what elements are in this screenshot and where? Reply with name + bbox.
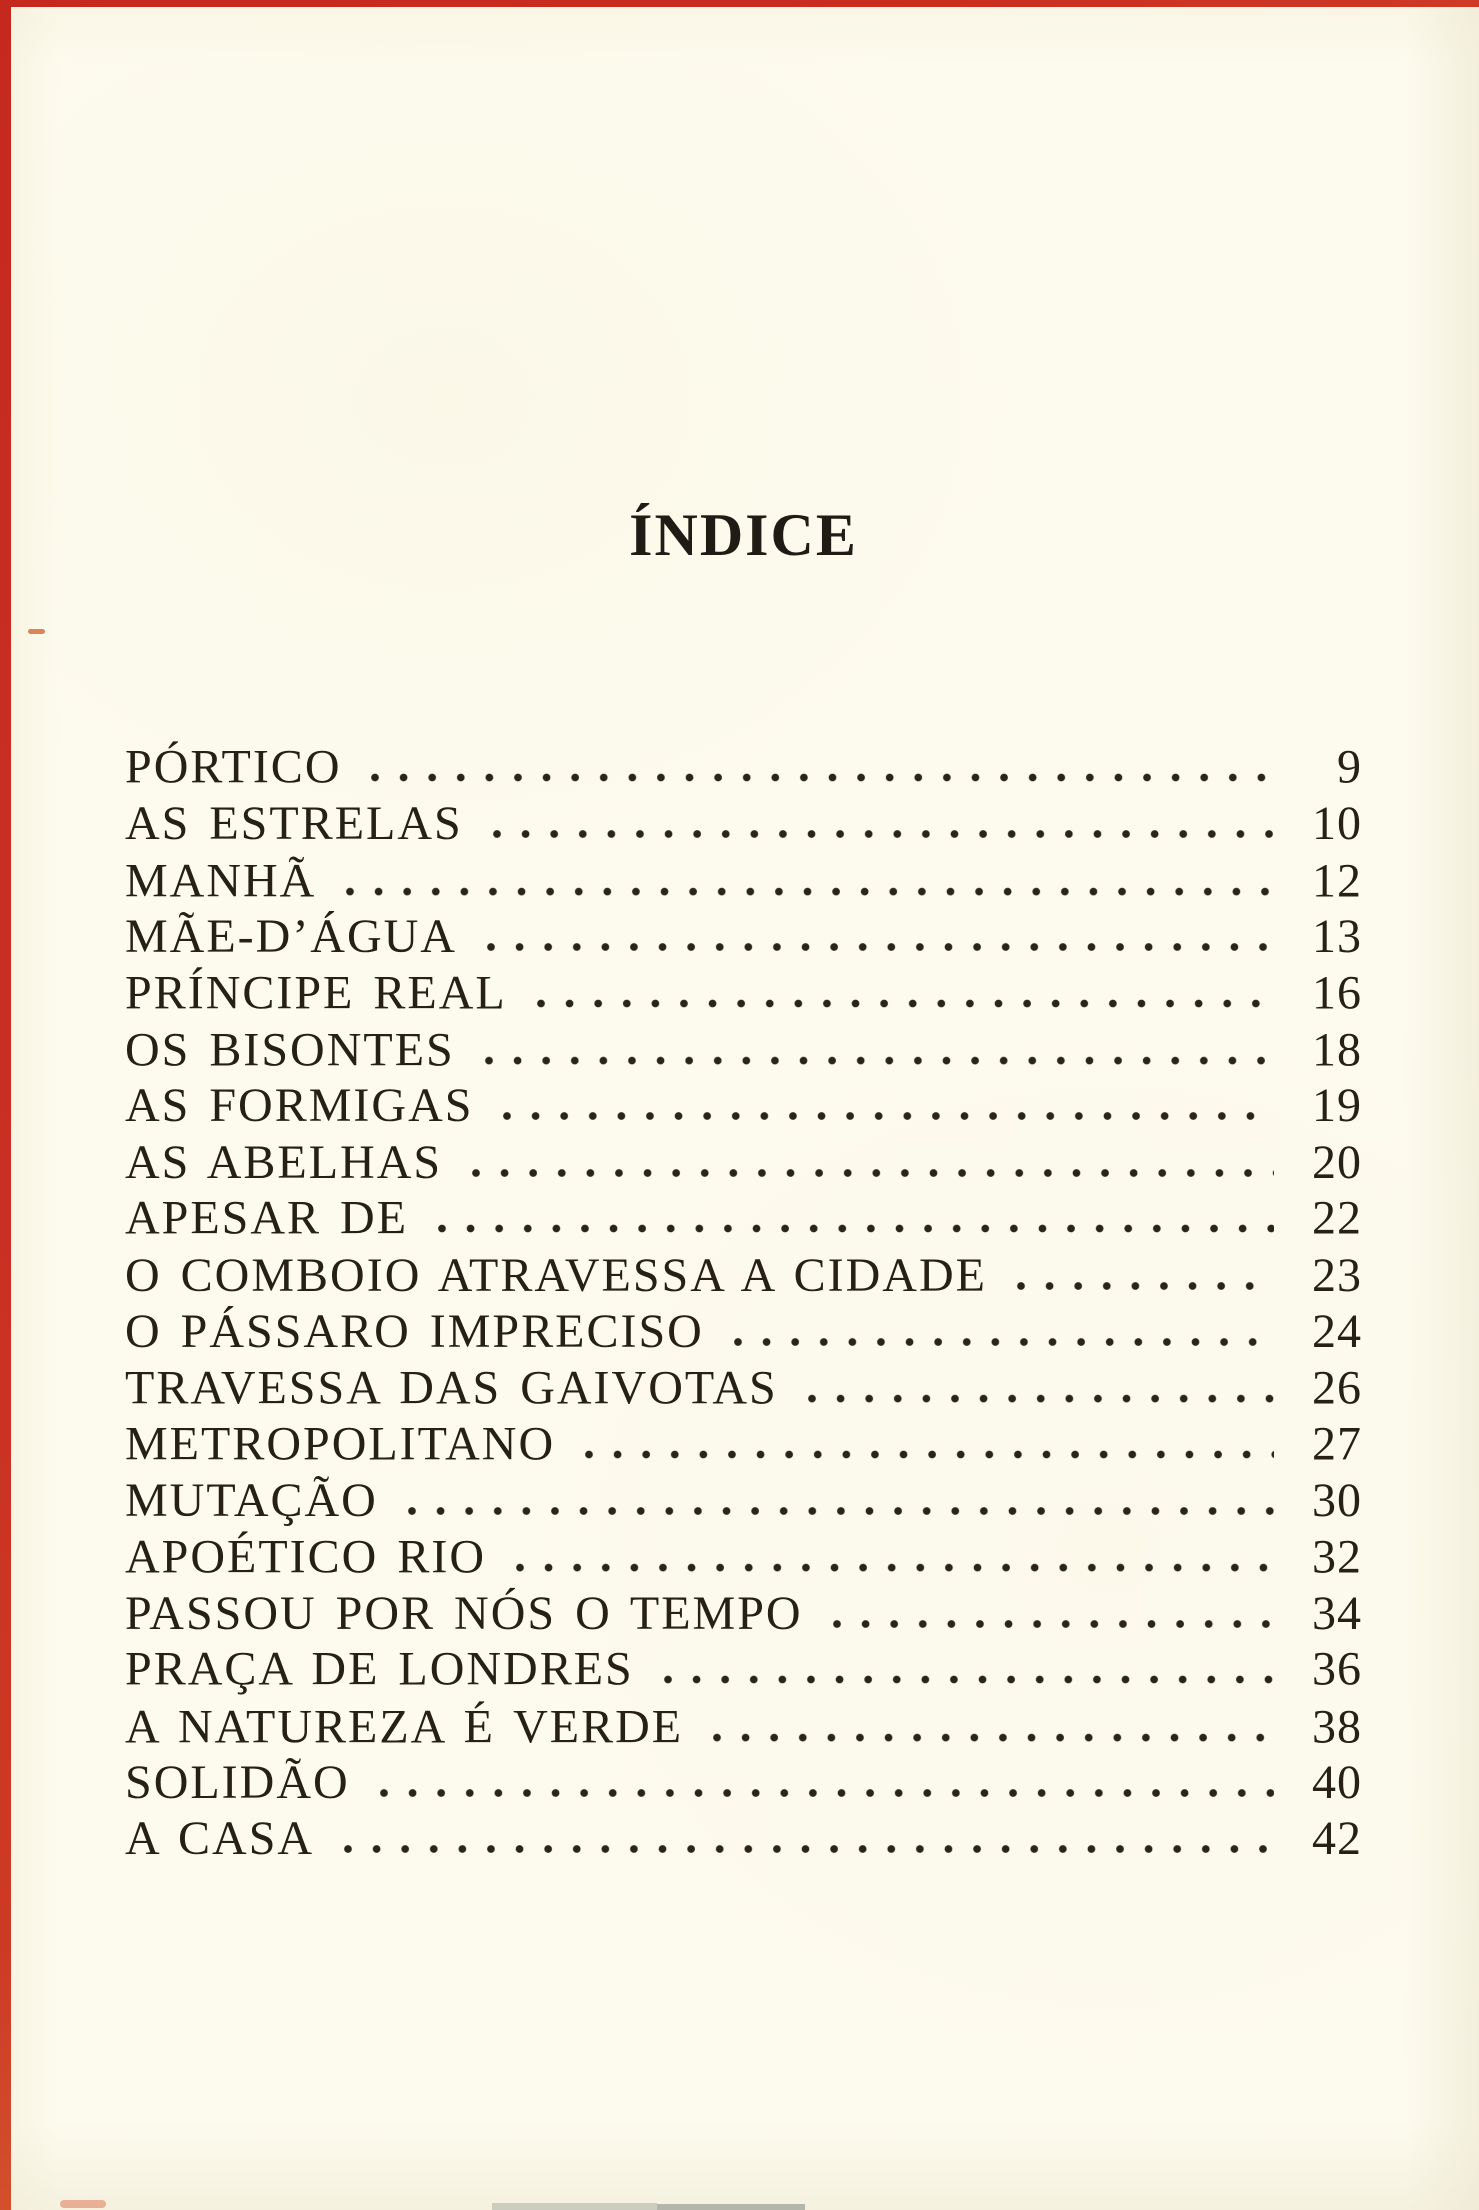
page-number: 18 <box>1312 1023 1362 1077</box>
toc-row <box>125 1135 1362 1191</box>
book-cover-edge-left <box>0 0 11 2210</box>
toc-entry-label: A CASA <box>125 1812 315 1866</box>
page-number: 13 <box>1312 910 1362 964</box>
page-number: 22 <box>1312 1191 1362 1245</box>
dot-leader <box>371 773 1274 783</box>
toc-entry-label: MUTAÇÃO <box>125 1474 378 1528</box>
dot-leader <box>346 886 1274 896</box>
dot-leader <box>438 1224 1274 1234</box>
toc-entry-label: MANHÃ <box>125 854 317 908</box>
toc-entry-label: SOLIDÃO <box>125 1756 350 1810</box>
dot-leader <box>585 1449 1274 1459</box>
dot-leader <box>664 1675 1274 1685</box>
toc-entry-label: PRÍNCIPE REAL <box>125 966 507 1020</box>
toc-row <box>125 1416 1362 1472</box>
scan-artifact-bottom-dark-mark <box>657 2204 805 2210</box>
dot-leader <box>503 1111 1274 1121</box>
toc-entry-label: PÓRTICO <box>125 740 342 794</box>
toc-entry-label: APESAR DE <box>125 1191 409 1245</box>
page-number: 32 <box>1312 1531 1362 1585</box>
toc-entry-label: A NATUREZA É VERDE <box>125 1700 684 1754</box>
toc-row <box>125 909 1362 965</box>
page-number: 36 <box>1312 1642 1362 1696</box>
toc-row <box>125 1361 1362 1417</box>
toc-entry-label: PASSOU POR NÓS O TEMPO <box>125 1586 803 1640</box>
page-number: 12 <box>1312 854 1362 908</box>
page-number: 16 <box>1312 966 1362 1020</box>
scan-artifact-bottom-gray-mark <box>492 2203 657 2210</box>
dot-leader <box>734 1337 1274 1347</box>
page-number: 27 <box>1312 1417 1362 1471</box>
dot-leader <box>380 1788 1274 1798</box>
page-number: 26 <box>1312 1361 1362 1415</box>
toc-row <box>125 740 1362 796</box>
toc-row <box>125 1473 1362 1529</box>
dot-leader <box>487 942 1274 952</box>
toc-row <box>125 1530 1362 1586</box>
toc-entry-label: OS BISONTES <box>125 1023 455 1077</box>
dot-leader <box>516 1563 1274 1573</box>
toc-row <box>125 1078 1362 1134</box>
toc-row <box>125 1642 1362 1698</box>
toc-row <box>125 1191 1362 1247</box>
dot-leader <box>493 829 1274 839</box>
toc-row <box>125 1586 1362 1642</box>
toc-row <box>125 853 1362 909</box>
toc-entry-label: APOÉTICO RIO <box>125 1531 486 1585</box>
toc-row <box>125 1023 1362 1079</box>
page-number: 38 <box>1312 1700 1362 1754</box>
toc-row <box>125 1811 1362 1867</box>
page-number: 34 <box>1312 1586 1362 1640</box>
page-number: 23 <box>1312 1248 1362 1302</box>
toc-entry-label: O COMBOIO ATRAVESSA A CIDADE <box>125 1248 987 1302</box>
page-number: 40 <box>1312 1756 1362 1810</box>
page-number: 20 <box>1312 1135 1362 1189</box>
toc-title: ÍNDICE <box>629 502 858 568</box>
scan-artifact-red-dash <box>28 629 45 634</box>
book-cover-edge-top <box>0 0 1479 7</box>
dot-leader <box>808 1394 1274 1404</box>
page-number: 10 <box>1312 797 1362 851</box>
toc-entry-label: O PÁSSARO IMPRECISO <box>125 1304 704 1358</box>
dot-leader <box>408 1506 1274 1516</box>
dot-leader <box>485 1056 1274 1066</box>
toc-row <box>125 1699 1362 1755</box>
page-number: 30 <box>1312 1474 1362 1528</box>
toc-list <box>125 740 1362 1868</box>
dot-leader <box>833 1619 1274 1629</box>
toc-entry-label: AS ESTRELAS <box>125 797 463 851</box>
dot-leader <box>713 1732 1274 1742</box>
toc-entry-label: METROPOLITANO <box>125 1417 556 1471</box>
toc-row <box>125 965 1362 1021</box>
dot-leader <box>472 1168 1274 1178</box>
page-number: 24 <box>1312 1304 1362 1358</box>
page-number: 19 <box>1312 1079 1362 1133</box>
page-number: 9 <box>1337 740 1362 794</box>
dot-leader <box>537 998 1274 1008</box>
toc-row <box>125 796 1362 852</box>
toc-entry-label: TRAVESSA DAS GAIVOTAS <box>125 1361 778 1415</box>
toc-row <box>125 1304 1362 1360</box>
toc-entry-label: PRAÇA DE LONDRES <box>125 1642 634 1696</box>
toc-entry-label: AS ABELHAS <box>125 1135 443 1189</box>
dot-leader <box>1017 1281 1274 1291</box>
toc-row <box>125 1755 1362 1811</box>
page-number: 42 <box>1312 1812 1362 1866</box>
toc-entry-label: MÃE-D’ÁGUA <box>125 910 457 964</box>
dot-leader <box>344 1844 1274 1854</box>
scan-artifact-bottom-left-smudge <box>60 2200 106 2208</box>
toc-row <box>125 1248 1362 1304</box>
toc-entry-label: AS FORMIGAS <box>125 1079 474 1133</box>
